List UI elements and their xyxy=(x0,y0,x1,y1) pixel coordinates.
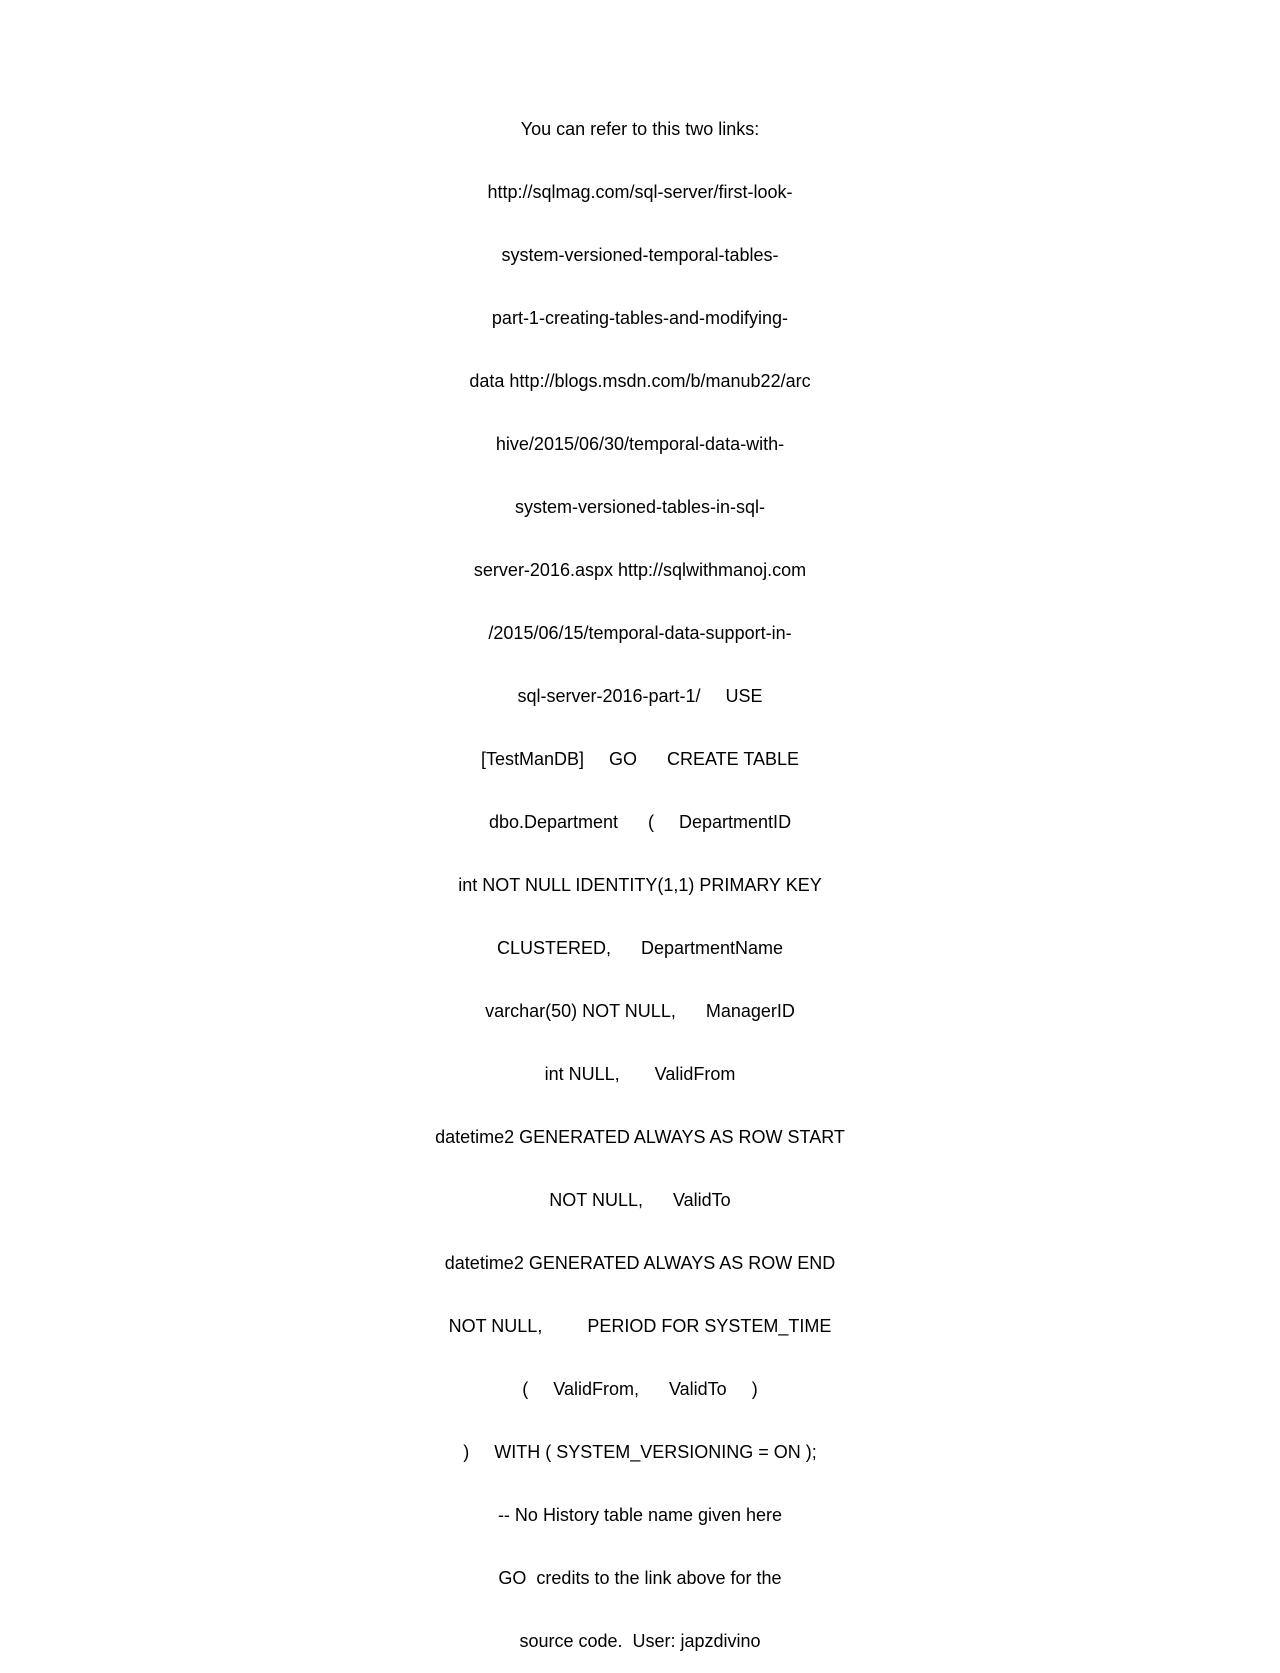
text-line: /2015/06/15/temporal-data-support-in- xyxy=(488,623,792,643)
text-line: ) WITH ( SYSTEM_VERSIONING = ON ); xyxy=(463,1442,817,1462)
text-line: int NULL, ValidFrom xyxy=(544,1064,736,1084)
text-line: hive/2015/06/30/temporal-data-with- xyxy=(495,434,785,454)
text-line: GO credits to the link above for the xyxy=(498,1568,782,1588)
text-line: dbo.Department ( DepartmentID xyxy=(488,812,792,832)
text-line: http://sqlmag.com/sql-server/first-look- xyxy=(487,182,793,202)
text-line: ( ValidFrom, ValidTo ) xyxy=(522,1379,758,1399)
text-line: datetime2 GENERATED ALWAYS AS ROW END xyxy=(444,1253,836,1273)
text-line: NOT NULL, PERIOD FOR SYSTEM_TIME xyxy=(448,1316,832,1336)
text-line: NOT NULL, ValidTo xyxy=(549,1190,731,1210)
text-line: int NOT NULL IDENTITY(1,1) PRIMARY KEY xyxy=(458,875,822,895)
text-line: data http://blogs.msdn.com/b/manub22/arc xyxy=(469,371,811,391)
text-line: CLUSTERED, DepartmentName xyxy=(496,938,784,958)
text-line: [TestManDB] GO CREATE TABLE xyxy=(480,749,800,769)
text-line: system-versioned-tables-in-sql- xyxy=(514,497,766,517)
text-line: server-2016.aspx http://sqlwithmanoj.com xyxy=(473,560,807,580)
message-text xyxy=(0,77,1280,1673)
text-line: datetime2 GENERATED ALWAYS AS ROW START xyxy=(435,1127,845,1147)
text-line: system-versioned-temporal-tables- xyxy=(501,245,779,265)
text-line: -- No History table name given here xyxy=(497,1505,783,1525)
text-line: sql-server-2016-part-1/ USE xyxy=(517,686,763,706)
text-line: varchar(50) NOT NULL, ManagerID xyxy=(485,1001,795,1021)
text-line: part-1-creating-tables-and-modifying- xyxy=(491,308,789,328)
text-line: source code. User: japzdivino xyxy=(519,1631,761,1651)
text-line: You can refer to this two links: xyxy=(520,119,760,139)
